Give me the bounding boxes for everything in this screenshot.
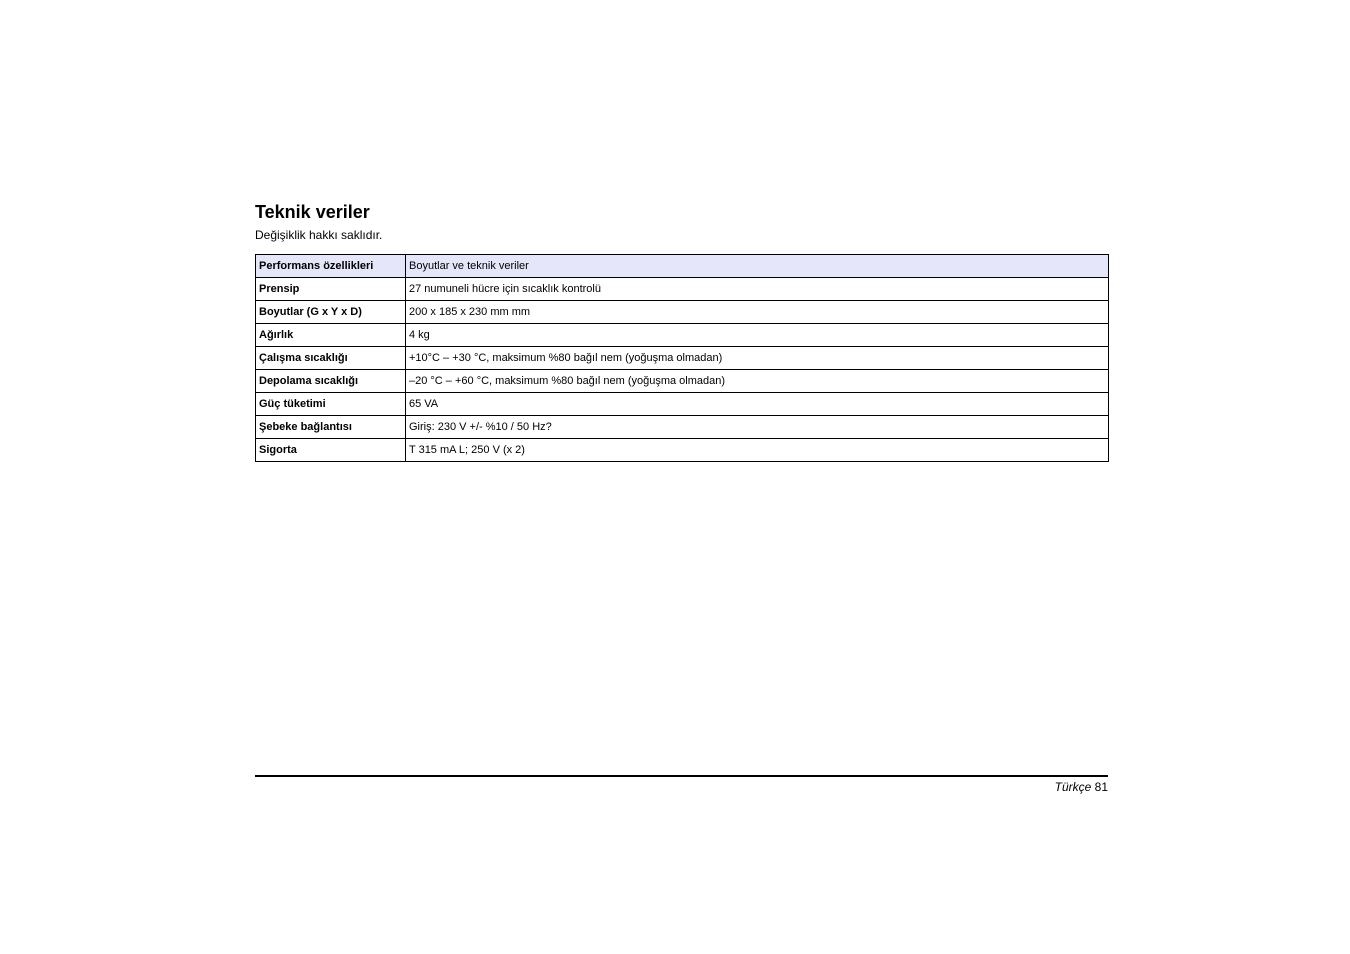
row-label: Çalışma sıcaklığı <box>256 347 406 370</box>
table-row <box>256 324 1109 347</box>
footer-page-number: 81 <box>1094 780 1108 794</box>
row-value: Giriş: 230 V +/- %10 / 50 Hz? <box>406 416 1109 439</box>
table-row <box>256 393 1109 416</box>
table-row <box>256 301 1109 324</box>
row-label: Depolama sıcaklığı <box>256 370 406 393</box>
technical-data-table <box>255 254 1109 462</box>
page-footer <box>1055 780 1108 795</box>
row-value: +10°C – +30 °C, maksimum %80 bağıl nem (yoğuşma olmadan) <box>406 347 1109 370</box>
row-label: Sigorta <box>256 439 406 462</box>
table-row <box>256 370 1109 393</box>
row-value: 4 kg <box>406 324 1109 347</box>
row-label: Güç tüketimi <box>256 393 406 416</box>
table-row <box>256 439 1109 462</box>
row-label: Prensip <box>256 278 406 301</box>
table-row <box>256 347 1109 370</box>
row-value: T 315 mA L; 250 V (x 2) <box>406 439 1109 462</box>
page-title: Teknik veriler <box>255 202 370 222</box>
footer-language: Türkçe <box>1054 780 1092 794</box>
row-label: Şebeke bağlantısı <box>256 416 406 439</box>
table-header-value: Boyutlar ve teknik veriler <box>406 255 1109 278</box>
row-value: –20 °C – +60 °C, maksimum %80 bağıl nem (yoğuşma olmadan) <box>406 370 1109 393</box>
row-label: Boyutlar (G x Y x D) <box>256 301 406 324</box>
table-header-row <box>256 255 1109 278</box>
footer-divider <box>255 775 1108 777</box>
row-label: Ağırlık <box>256 324 406 347</box>
table-row <box>256 416 1109 439</box>
row-value: 200 x 185 x 230 mm mm <box>406 301 1109 324</box>
table-row <box>256 278 1109 301</box>
page-subtitle: Değişiklik hakkı saklıdır. <box>255 228 383 242</box>
table-header-label: Performans özellikleri <box>256 255 406 278</box>
row-value: 27 numuneli hücre için sıcaklık kontrolü <box>406 278 1109 301</box>
row-value: 65 VA <box>406 393 1109 416</box>
